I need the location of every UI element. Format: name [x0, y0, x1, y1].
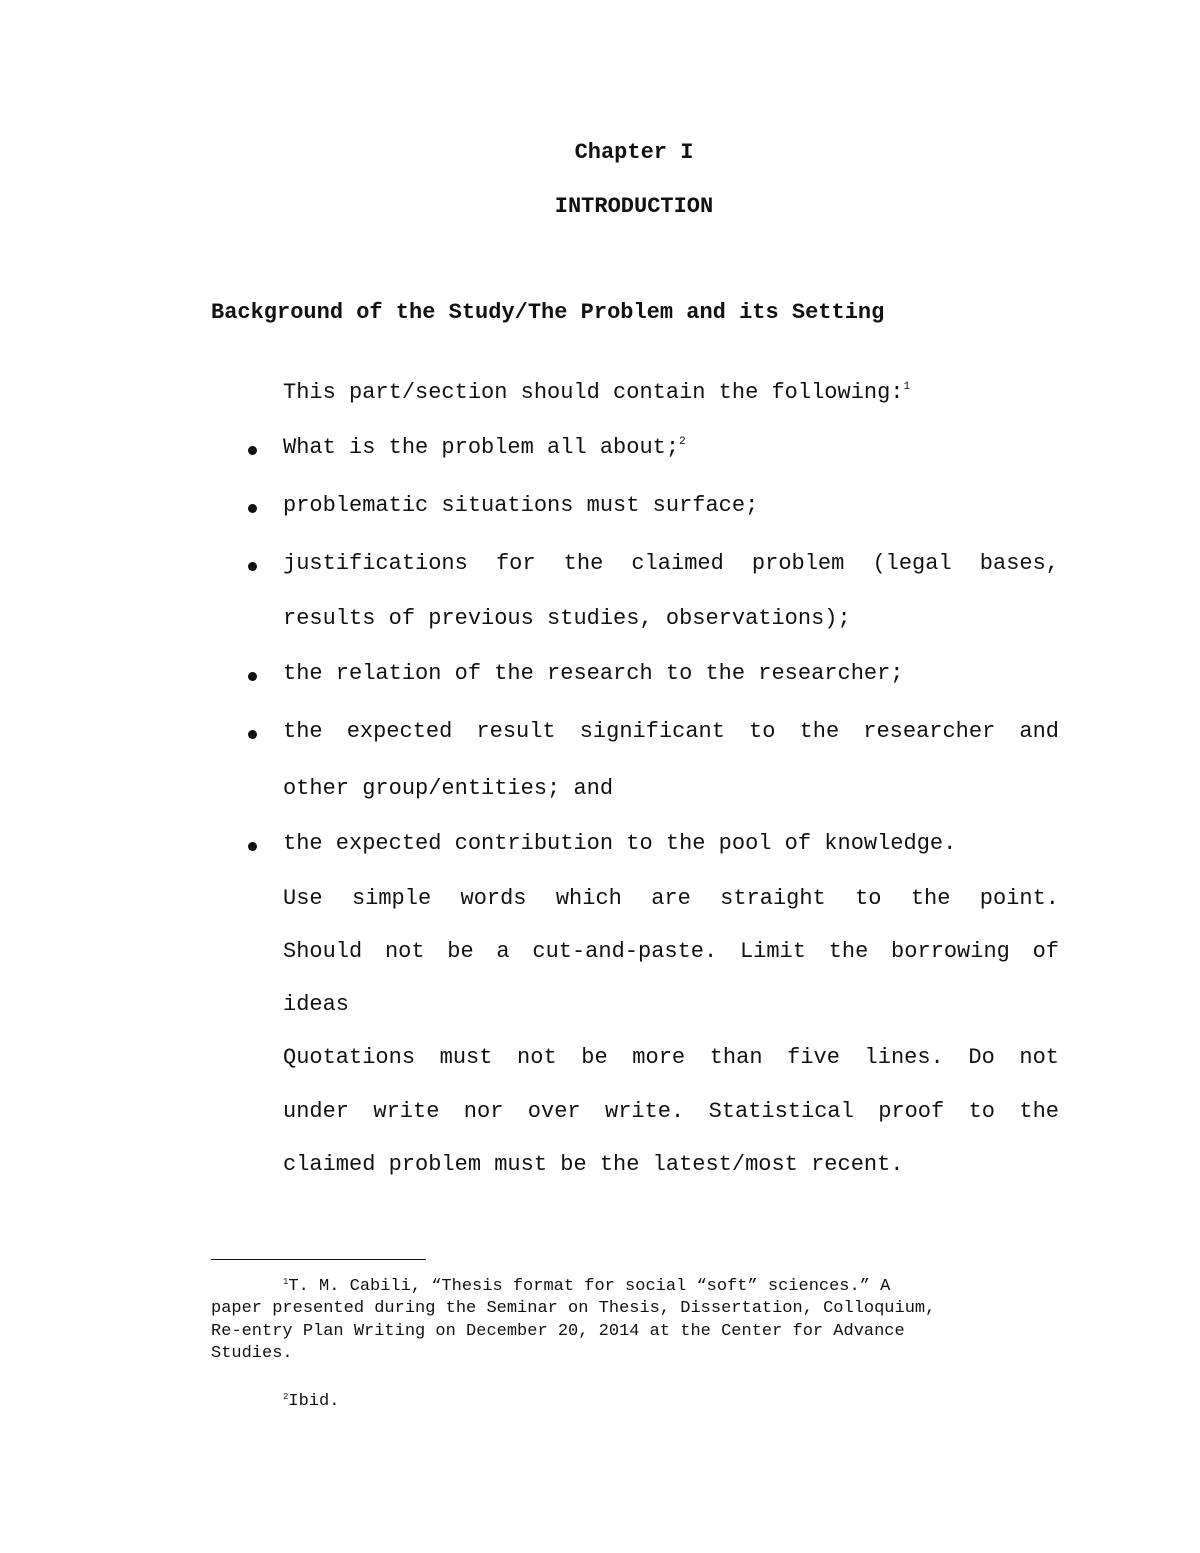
bullet-item-1-text: What is the problem all about; [283, 435, 680, 460]
footnote-ref-1: 1 [903, 381, 911, 393]
bullet-icon [248, 562, 257, 571]
paragraph-2-line-1-text: Quotations must not be more than five lines. Do not [283, 1045, 1059, 1070]
paragraph-1-line-3: ideas [283, 992, 350, 1017]
bullet-icon [248, 446, 257, 455]
paragraph-2-line-1 [283, 1045, 1059, 1070]
bullet-icon [248, 842, 257, 851]
footnote-1-line-4: Studies. [211, 1344, 293, 1363]
bullet-item-4: the relation of the research to the researcher; [283, 661, 904, 686]
bullet-item-3-line-2: results of previous studies, observations); [283, 606, 851, 631]
paragraph-2-line-2 [283, 1099, 1059, 1124]
footnote-1-line-3: Re-entry Plan Writing on December 20, 2014 at the Center for Advance [211, 1322, 905, 1341]
bullet-item-1 [283, 435, 686, 460]
footnote-2-number: 2 [283, 1392, 289, 1402]
chapter-subtitle: INTRODUCTION [554, 194, 714, 219]
paragraph-1-line-2-text: Should not be a cut-and-paste. Limit the borrowing of [283, 939, 1059, 964]
intro-text [283, 380, 910, 405]
footnote-2 [283, 1390, 339, 1413]
bullet-item-5 [283, 719, 1059, 744]
bullet-item-6: the expected contribution to the pool of knowledge. [283, 831, 957, 856]
bullet-item-3-line-1: justifications for the claimed problem (legal bases, [283, 551, 1059, 576]
intro-text-content: This part/section should contain the following: [283, 380, 904, 405]
footnote-separator [211, 1259, 426, 1260]
footnote-1-line-1 [283, 1275, 890, 1298]
chapter-title: Chapter I [574, 140, 694, 165]
bullet-item-2: problematic situations must surface; [283, 493, 759, 518]
section-heading: Background of the Study/The Problem and its Setting [211, 300, 885, 325]
paragraph-1-line-2 [283, 939, 1059, 964]
paragraph-2-line-3: claimed problem must be the latest/most recent. [283, 1152, 904, 1177]
footnote-ref-2: 2 [679, 436, 686, 448]
paragraph-1-line-1-text: Use simple words which are straight to the point. [283, 886, 1059, 911]
paragraph-2-line-2-text: under write nor over write. Statistical proof to the [283, 1099, 1059, 1124]
bullet-item-5-line-2: other group/entities; and [283, 776, 614, 801]
footnote-1-line-2: paper presented during the Seminar on Thesis, Dissertation, Colloquium, [211, 1299, 936, 1318]
footnote-2-text: Ibid. [288, 1392, 340, 1411]
paragraph-1-line-1 [283, 886, 1059, 911]
bullet-item-3 [283, 551, 1059, 576]
bullet-icon [248, 504, 257, 513]
bullet-icon [248, 672, 257, 681]
footnote-1-number: 1 [283, 1277, 289, 1287]
bullet-item-5-line-1: the expected result significant to the researcher and [283, 719, 1059, 744]
bullet-icon [248, 730, 257, 739]
footnote-1-line-1-text: T. M. Cabili, “Thesis format for social “soft” sciences.” A [288, 1277, 891, 1296]
